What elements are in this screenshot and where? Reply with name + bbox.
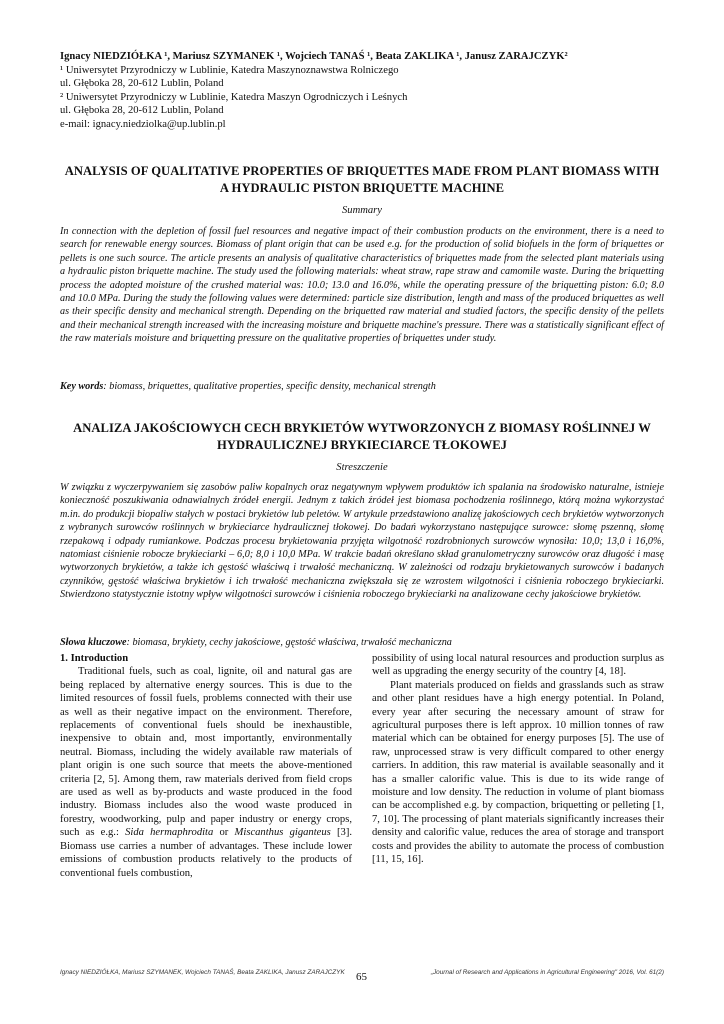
species-sida: Sida hermaphrodita — [125, 827, 214, 839]
body-left-column — [60, 652, 352, 880]
body-right-column — [372, 652, 664, 867]
page-footer — [60, 969, 664, 999]
intro-text-a: Traditional fuels, such as coal, lignite, oil and natural gas are being replaced by alternative energy sources. This is due to the limited resources of fossil fuels, problems connected with their use as well as their negative impact on the environment. Therefore, replacements of conventional fuels should be inexhaustible, inexpensive to obtain and, most importantly, environmentally neutral. Biomass, including the widely available raw materials of plant origin is one such source that meets the above-mentioned criteria [2, 5]. Among them, raw materials derived from field crops are used as well as by-products and waste produced in the food industry. Biomass includes also the wood waste produced in forestry, woodworking, pulp and paper industry or energy crops, such as e.g.: — [60, 666, 352, 839]
polish-title: ANALIZA JAKOŚCIOWYCH CECH BRYKIETÓW WYTWORZONYCH Z BIOMASY ROŚLINNEJ W HYDRAULICZNEJ BRYKIECIARCE TŁOKOWEJ — [73, 421, 651, 452]
intro-paragraph-1-cont: possibility of using local natural resources and production surplus as well as upgrading the energy security of the country [4, 18]. — [372, 653, 664, 678]
section-heading-introduction: 1. Introduction — [60, 653, 129, 664]
summary-label: Summary — [341, 205, 383, 216]
intro-paragraph-1 — [60, 665, 352, 880]
address-1: ul. Głęboka 28, 20-612 Lublin, Poland — [60, 78, 224, 89]
intro-paragraph-2: Plant materials produced on fields and grasslands such as straw and other plant residues have a high energy potential. In Poland, every year after securing the necessary amount of straw for agricultural purposes there is left approx. 10 million tonnes of raw material which can be obtained for energy purposes [5]. The use of raw, unprocessed straw is very difficult compared to other energy carriers. In addition, this raw material is available seasonally and it has a smaller calorific value. This is due to its wide range of moisture and low density. The reduction in volume of plant biomass can be accomplished e.g. by compaction, briquetting or pelleting [1, 7, 10]. The processing of plant materials significantly increases their density and calorific value, reduces the area of storage and transport costs and provides the ability to automate the process of combustion [11, 15, 16]. — [372, 679, 664, 866]
footer-authors: Ignacy NIEDZIÓŁKA, Mariusz SZYMANEK, Wojciech TANAŚ, Beata ZAKLIKA, Janusz ZARAJCZYK — [60, 969, 345, 976]
keywords-text: : biomass, briquettes, qualitative properties, specific density, mechanical strength — [103, 381, 436, 392]
address-2: ul. Głęboka 28, 20-612 Lublin, Poland — [60, 105, 224, 116]
slowa-kluczowe-text: : biomasa, brykiety, cechy jakościowe, gęstość właściwa, trwałość mechaniczna — [126, 637, 452, 648]
english-title: ANALYSIS OF QUALITATIVE PROPERTIES OF BRIQUETTES MADE FROM PLANT BIOMASS WITH A HYDRAULIC PISTON BRIQUETTE MACHINE — [64, 164, 660, 195]
english-keywords — [60, 380, 664, 393]
contact-email: e-mail: ignacy.niedziolka@up.lublin.pl — [60, 118, 226, 130]
footer-journal: „Journal of Research and Applications in Agricultural Engineering" 2016, Vol. 61(2) — [430, 969, 664, 976]
species-miscanthus: Miscanthus giganteus — [234, 827, 331, 839]
author-names: Ignacy NIEDZIÓŁKA ¹, Mariusz SZYMANEK ¹, Wojciech TANAŚ ¹, Beata ZAKLIKA ¹, Janusz ZARAJCZYK² — [60, 51, 568, 62]
affiliation-2: ² Uniwersytet Przyrodniczy w Lublinie, Katedra Maszyn Ogrodniczych i Leśnych — [60, 91, 408, 103]
affiliation-1: ¹ Uniwersytet Przyrodniczy w Lublinie, Katedra Maszynoznawstwa Rolniczego — [60, 64, 399, 76]
polish-abstract: W związku z wyczerpywaniem się zasobów paliw kopalnych oraz negatywnym wpływem produktów ich spalania na środowisko naturalne, istnieje konieczność poszukiwania odnawialnych źródeł energii. Jednym z takich źródeł jest biomasa pochodzenia roślinnego, którą można wykorzystać m.in. do produkcji biopaliw stałych w postaci brykietów lub peletów. W artykule przedstawiono analizę jakościowych cech brykietów wytworzonych z wybranych surowców roślinnych w brykieciarce hydraulicznej tłokowej. Do badań wykorzystano następujące surowce: słomę pszenną, słomę rzepakową i odpady rumiankowe. Podczas procesu brykietowania przyjęta wilgotność rozdrobnionych surowców wynosiła: 10,0; 13,0 i 16,0%, natomiast ciśnienie robocze brykieciarki – 6,0; 8,0 i 10,0 MPa. W trakcie badań określano skład granulometryczny surowców oraz długość i masę wytworzonych brykietów, a także ich gęstość właściwą i trwałość mechaniczną. W zależności od rodzaju brykietowanych surowców i badanych czynników, gęstość właściwa brykietów i ich trwałość mechaniczna zwiększała się ze wzrostem wilgotności i ciśnienia roboczego brykieciarki. Stwierdzono statystycznie istotny wpływ wilgotności surowców i ciśnienia roboczego brykieciarki na analizowane cechy jakościowe brykietów. — [60, 482, 664, 601]
polish-keywords — [60, 636, 664, 649]
streszczenie-label: Streszczenie — [336, 462, 388, 473]
author-block — [60, 50, 660, 131]
intro-text-b: [3]. Biomass use carries a number of advantages. These include lower emissions of combustion products relatively to the products of conventional fuels combustion, — [60, 827, 352, 879]
keywords-label: Key words — [60, 381, 104, 392]
slowa-kluczowe-label: Słowa kluczowe — [60, 637, 127, 648]
intro-text-or: or — [213, 827, 235, 839]
english-abstract: In connection with the depletion of fossil fuel resources and negative impact of their combustion products on the environment, there is a need to search for renewable energy sources. Biomass of plant origin that can be used e.g. for the production of solid biofuels in the form of briquettes or pellets is one such source. The article presents an analysis of qualitative characteristics of briquettes made from the selected plant materials using a hydraulic piston briquette machine. The study used the following materials: wheat straw, rape straw and camomile waste. During the briquetting process the adopted moisture of the crushed material was: 10.0; 13.0 and 16.0%, while the operating pressure of the briquetting piston: 6.0; 8.0 and 10.0 MPa. During the study the following values were determined: particle size distribution, length and mass of the produced briquettes as well as their specific density and mechanical strength. Depending on the briquetted raw material and studied factors, the specific density of the pellets and their mechanical strength increased with the increasing moisture and briquette machine's pressure. There was a statistically significant effect of the raw materials moisture and briquetting pressure on the qualitative properties of briquettes under study. — [60, 226, 664, 345]
page-number: 65 — [356, 971, 367, 983]
